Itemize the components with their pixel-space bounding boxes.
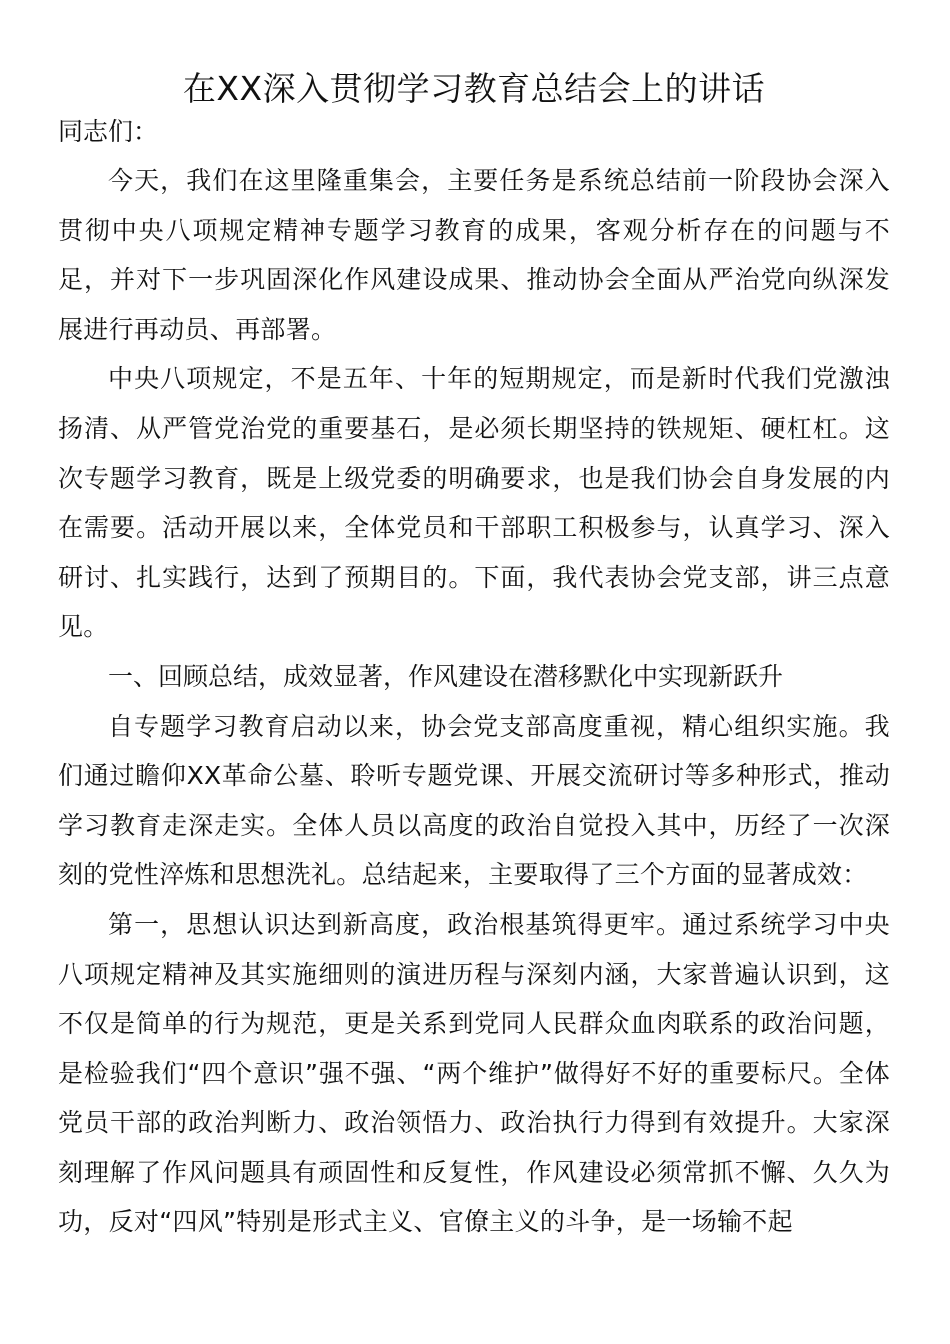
document-title: 在XX深入贯彻学习教育总结会上的讲话 — [182, 69, 766, 108]
paragraph-review: 自专题学习教育启动以来，协会党支部高度重视，精心组织实施。我们通过瞻仰XX革命公墓、聆听专题党课、开展交流研讨等多种形式，推动学习教育走深走实。全体人员以高度的政治自觉投入其中，历经了一次深刻的党性淬炼和思想洗礼。总结起来，主要取得了三个方面的显著成效： — [58, 711, 890, 890]
paragraph-background: 中央八项规定，不是五年、十年的短期规定，而是新时代我们党激浊扬清、从严管党治党的重要基石，是必须长期坚持的铁规矩、硬杠杠。这次专题学习教育，既是上级党委的明确要求，也是我们协会自身发展的内在需要。活动开展以来，全体党员和干部职工积极参与，认真学习、深入研讨、扎实践行，达到了预期目的。下面，我代表协会党支部，讲三点意见。 — [58, 364, 890, 642]
paragraph-first-point: 第一，思想认识达到新高度，政治根基筑得更牢。通过系统学习中央八项规定精神及其实施细则的演进历程与深刻内涵，大家普遍认识到，这不仅是简单的行为规范，更是关系到党同人民群众血肉联系的政治问题，是检验我们“四个意识”强不强、“两个维护”做得好不好的重要标尺。全体党员干部的政治判断力、政治领悟力、政治执行力得到有效提升。大家深刻理解了作风问题具有顽固性和反复性，作风建设必须常抓不懈、久久为功，反对“四风”特别是形式主义、官僚主义的斗争，是一场输不起 — [58, 909, 890, 1237]
paragraph-opening: 今天，我们在这里隆重集会，主要任务是系统总结前一阶段协会深入贯彻中央八项规定精神专题学习教育的成果，客观分析存在的问题与不足，并对下一步巩固深化作风建设成果、推动协会全面从严治党向纵深发展进行再动员、再部署。 — [58, 166, 890, 344]
section-heading-1: 一、回顾总结，成效显著，作风建设在潜移默化中实现新跃升 — [108, 661, 784, 691]
salutation: 同志们： — [58, 117, 159, 146]
